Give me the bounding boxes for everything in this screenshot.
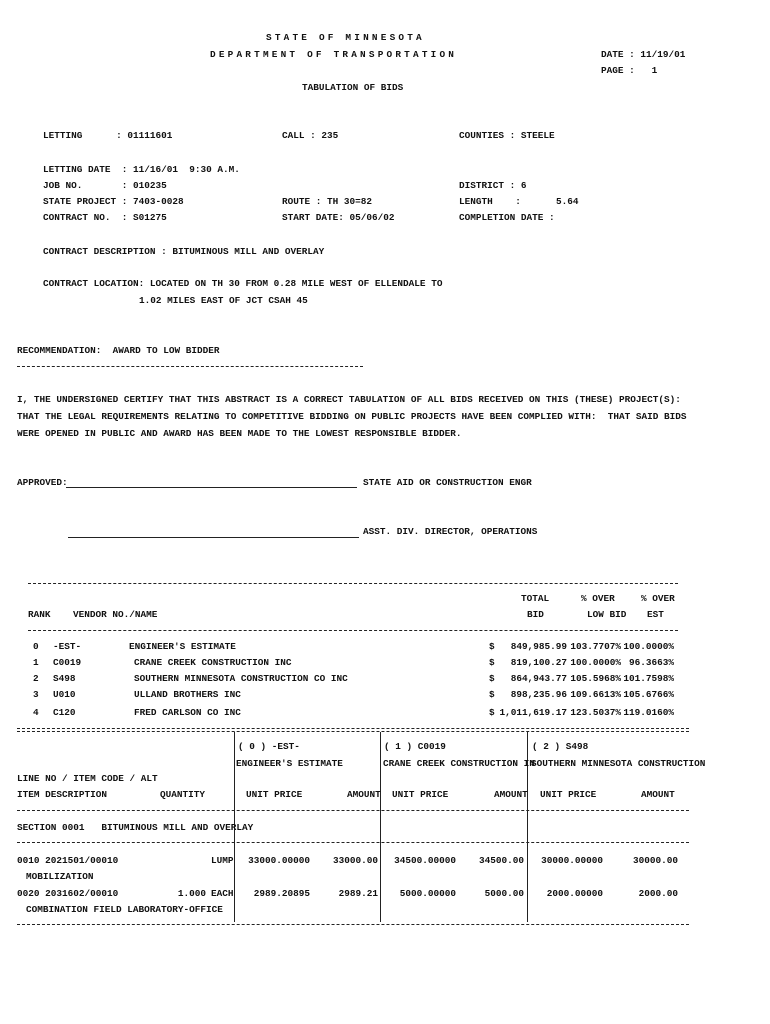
report-date: DATE : 11/19/01 <box>601 49 686 60</box>
vendor-name: ENGINEER'S ESTIMATE <box>129 641 236 652</box>
state-title: STATE OF MINNESOTA <box>266 32 425 43</box>
contract-location: CONTRACT LOCATION: LOCATED ON TH 30 FROM 0.28 MILE WEST OF ELLENDALE TO <box>43 278 443 289</box>
amount: 34500.00 <box>478 855 524 866</box>
bidder-row <box>0 641 770 655</box>
unit-price-header: UNIT PRICE <box>392 789 449 800</box>
page-title: TABULATION OF BIDS <box>302 82 404 93</box>
amount: 30000.00 <box>632 855 678 866</box>
total-bid: 1,011,619.17 <box>499 707 567 718</box>
amount: 2000.00 <box>638 888 678 899</box>
amount: 33000.00 <box>332 855 378 866</box>
contract-description: CONTRACT DESCRIPTION : BITUMINOUS MILL AND OVERLAY <box>43 246 325 257</box>
line-no-header: LINE NO / ITEM CODE / ALT <box>17 773 158 784</box>
percent-over-est: 100.0000% <box>623 641 674 652</box>
dollar-sign: $ <box>489 641 495 652</box>
rank-header: RANK <box>28 609 51 620</box>
total-bid: 819,100.27 <box>510 657 567 668</box>
percent-over-low: 105.5968% <box>570 673 621 684</box>
length-value: 5.64 <box>556 196 579 207</box>
item-row <box>0 855 770 887</box>
vendor-no: C120 <box>53 707 76 718</box>
item-description: MOBILIZATION <box>26 871 94 882</box>
rank: 4 <box>33 707 39 718</box>
unit-price-header: UNIT PRICE <box>246 789 303 800</box>
rank: 1 <box>33 657 39 668</box>
vendor-name: CRANE CREEK CONSTRUCTION INC <box>134 657 292 668</box>
dollar-sign: $ <box>489 657 495 668</box>
item-quantity: 1.000 <box>177 888 206 899</box>
contract-no-field: CONTRACT NO. : S01275 <box>43 212 167 223</box>
item-code: 0020 2031602/00010 <box>17 888 119 899</box>
section-title: SECTION 0001 BITUMINOUS MILL AND OVERLAY <box>17 822 254 833</box>
total-bid: 849,985.99 <box>510 641 567 652</box>
rank: 2 <box>33 673 39 684</box>
bidder-column-id: ( 1 ) C0019 <box>384 741 446 752</box>
percent-over-low: 100.0000% <box>570 657 621 668</box>
bidder-column-name: CRANE CREEK CONSTRUCTION IN <box>383 758 535 769</box>
item-code: 0010 2021501/00010 <box>17 855 119 866</box>
amount-header: AMOUNT <box>641 789 675 800</box>
vendor-name: FRED CARLSON CO INC <box>134 707 241 718</box>
route-field: ROUTE : TH 30=82 <box>282 196 373 207</box>
vendor-no: -EST- <box>53 641 82 652</box>
item-row <box>0 888 770 920</box>
total-bid: 898,235.96 <box>510 689 567 700</box>
length-label: LENGTH : <box>459 196 521 207</box>
percent-over-est: 101.7598% <box>623 673 674 684</box>
percent-over-est: 119.0160% <box>623 707 674 718</box>
percent-over-low: 123.5037% <box>570 707 621 718</box>
amount: 2989.21 <box>338 888 378 899</box>
signature-line <box>66 487 357 488</box>
table-divider <box>17 842 689 843</box>
item-unit: LUMP <box>211 855 234 866</box>
item-unit: EACH <box>211 888 234 899</box>
unit-price: 2000.00000 <box>546 888 603 899</box>
item-description-header: ITEM DESCRIPTION <box>17 789 108 800</box>
unit-price: 34500.00000 <box>394 855 456 866</box>
vendor-name: ULLAND BROTHERS INC <box>134 689 241 700</box>
unit-price: 30000.00000 <box>541 855 603 866</box>
recommendation: RECOMMENDATION: AWARD TO LOW BIDDER <box>17 345 220 356</box>
amount: 5000.00 <box>484 888 524 899</box>
rank: 0 <box>33 641 39 652</box>
approved-label: APPROVED: <box>17 477 68 488</box>
low-bid-header: LOW BID <box>587 609 627 620</box>
bidder-column-id: ( 0 ) -EST- <box>238 741 300 752</box>
unit-price: 2989.20895 <box>253 888 310 899</box>
over-low-header: % OVER <box>581 593 615 604</box>
vendor-no: U010 <box>53 689 76 700</box>
bidder-column-name: SOUTHERN MINNESOTA CONSTRUCTION <box>531 758 706 769</box>
double-divider <box>17 728 689 732</box>
dollar-sign: $ <box>489 689 495 700</box>
department-title: DEPARTMENT OF TRANSPORTATION <box>210 49 458 60</box>
certification-line: WERE OPENED IN PUBLIC AND AWARD HAS BEEN MADE TO THE LOWEST RESPONSIBLE BIDDER. <box>17 428 462 439</box>
letting-field: LETTING : 01111601 <box>43 130 173 141</box>
contract-location-continued: 1.02 MILES EAST OF JCT CSAH 45 <box>139 295 308 306</box>
bidder-row <box>0 657 770 671</box>
counties-field: COUNTIES : STEELE <box>459 130 555 141</box>
table-divider <box>17 810 689 811</box>
total-bid: 864,943.77 <box>510 673 567 684</box>
certification-line: THAT THE LEGAL REQUIREMENTS RELATING TO COMPETITIVE BIDDING ON PUBLIC PROJECTS HAVE BEEN COMPLIED WITH: THAT SAID BIDS <box>17 411 687 422</box>
state-project-field: STATE PROJECT : 7403-0028 <box>43 196 184 207</box>
vendor-name: SOUTHERN MINNESOTA CONSTRUCTION CO INC <box>134 673 348 684</box>
table-divider <box>28 630 678 631</box>
district-field: DISTRICT : 6 <box>459 180 527 191</box>
signature-title: STATE AID OR CONSTRUCTION ENGR <box>363 477 532 488</box>
total-header: TOTAL <box>521 593 550 604</box>
unit-price: 33000.00000 <box>248 855 310 866</box>
table-divider <box>17 924 689 925</box>
vendor-no: S498 <box>53 673 76 684</box>
vendor-no: C0019 <box>53 657 82 668</box>
vendor-header: VENDOR NO./NAME <box>73 609 158 620</box>
item-description: COMBINATION FIELD LABORATORY-OFFICE <box>26 904 223 915</box>
signature-line <box>68 537 359 538</box>
percent-over-est: 96.3663% <box>628 657 674 668</box>
unit-price: 5000.00000 <box>399 888 456 899</box>
signature-title: ASST. DIV. DIRECTOR, OPERATIONS <box>363 526 538 537</box>
unit-price-header: UNIT PRICE <box>540 789 597 800</box>
bidder-row <box>0 707 770 721</box>
dollar-sign: $ <box>489 673 495 684</box>
over-est-header: % OVER <box>641 593 675 604</box>
percent-over-low: 109.6613% <box>570 689 621 700</box>
amount-header: AMOUNT <box>347 789 381 800</box>
bidder-column-id: ( 2 ) S498 <box>532 741 589 752</box>
dollar-sign: $ <box>489 707 495 718</box>
start-date-field: START DATE: 05/06/02 <box>282 212 395 223</box>
page-number: PAGE : 1 <box>601 65 658 76</box>
certification-line: I, THE UNDERSIGNED CERTIFY THAT THIS ABSTRACT IS A CORRECT TABULATION OF ALL BIDS RECEIVED ON THIS (THESE) PROJECT(S): <box>17 394 681 405</box>
rank: 3 <box>33 689 39 700</box>
quantity-header: QUANTITY <box>160 789 206 800</box>
recommendation-divider <box>17 366 363 367</box>
amount-header: AMOUNT <box>494 789 528 800</box>
bid-header: BID <box>527 609 544 620</box>
completion-date-field: COMPLETION DATE : <box>459 212 555 223</box>
bidder-row <box>0 673 770 687</box>
bidder-row <box>0 689 770 703</box>
percent-over-est: 105.6766% <box>623 689 674 700</box>
job-no-field: JOB NO. : 010235 <box>43 180 167 191</box>
percent-over-low: 103.7707% <box>570 641 621 652</box>
bidder-column-name: ENGINEER'S ESTIMATE <box>236 758 343 769</box>
table-divider <box>28 583 678 584</box>
est-header: EST <box>647 609 664 620</box>
call-field: CALL : 235 <box>282 130 339 141</box>
letting-date-field: LETTING DATE : 11/16/01 9:30 A.M. <box>43 164 240 175</box>
